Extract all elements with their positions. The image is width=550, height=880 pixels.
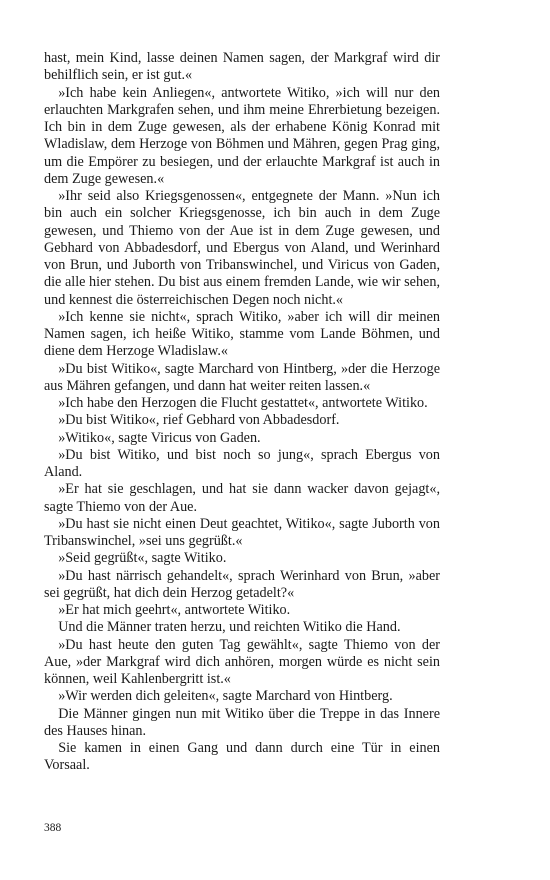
paragraph: »Wir werden dich geleiten«, sagte Marchard von Hintberg. (58, 688, 393, 705)
paragraph: »Er hat mich geehrt«, antwortete Witiko. (58, 602, 291, 618)
paragraph: »Du hast heute den guten Tag gewählt«, sagte Thiemo von der Aue, »der Markgraf wird dich anhören, morgen würde es nicht sein können, weil Kahlenbergritt ist.« (44, 636, 440, 687)
paragraph: hast, mein Kind, lasse deinen Namen sagen, der Markgraf wird dir behilflich sein, er ist gut.« (44, 50, 440, 84)
paragraph: »Du bist Witiko«, rief Gebhard von Abbadesdorf. (58, 412, 340, 429)
paragraph: »Du bist Witiko, und bist noch so jung«, sprach Ebergus von Aland. (44, 446, 440, 480)
paragraph: »Ich habe kein Anliegen«, antwortete Witiko, »ich will nur den erlauchten Markgrafen sehen, und ihm meine Ehrerbietung bezeigen. Ich bin in dem Zuge gewesen, als der erhabene König Konrad mit Wladislaw, dem Herzoge von Böhmen und Mähren, gegen Prag ging, um die Empörer zu besiegen, und der erlauchte Markgraf ist auch in dem Zuge gewesen.« (44, 84, 440, 187)
body-text (44, 50, 440, 775)
paragraph: »Witiko«, sagte Viricus von Gaden. (58, 429, 261, 446)
paragraph: »Ich kenne sie nicht«, sprach Witiko, »aber ich will dir meinen Namen sagen, ich heiße Witiko, stamme vom Lande Böhmen, und diene dem Herzoge Wladislaw.« (44, 308, 440, 360)
paragraph: »Er hat sie geschlagen, und hat sie dann wacker davon gejagt«, sagte Thiemo von der Aue. (44, 481, 440, 515)
page-number: 388 (44, 822, 62, 834)
paragraph: »Du hast sie nicht einen Deut geachtet, Witiko«, sagte Juborth von Tribanswinchel, »sei uns gegrüßt.« (44, 515, 440, 549)
paragraph: »Du bist Witiko«, sagte Marchard von Hintberg, »der die Herzoge aus Mähren gefangen, und dann hat weiter reiten lassen.« (44, 360, 440, 394)
paragraph: »Ich habe den Herzogen die Flucht gestattet«, antwortete Witiko. (58, 395, 428, 411)
paragraph: »Du hast närrisch gehandelt«, sprach Werinhard von Brun, »aber sei gegrüßt, hat dich dein Herzog getadelt?« (44, 567, 440, 601)
paragraph: Und die Männer traten herzu, und reichten Witiko die Hand. (58, 619, 401, 636)
paragraph: Sie kamen in einen Gang und dann durch eine Tür in einen Vorsaal. (44, 740, 440, 774)
paragraph: Die Männer gingen nun mit Witiko über die Treppe in das Innere des Hauses hinan. (44, 705, 440, 739)
paragraph: »Ihr seid also Kriegsgenossen«, entgegnete der Mann. »Nun ich bin auch ein solcher Kriegsgenosse, ich bin auch in dem Zuge gewesen, und Thiemo von der Aue ist in dem Zuge gewesen, und Gebhard von Abbadesdorf, und Ebergus von Aland, und Werinhard von Brun, und Juborth von Tribanswinchel, und Viricus von Gaden, die alle hier stehen. Du bist aus einem fremden Lande, wie wir sehen, und kennest die österreichischen Degen noch nicht.« (44, 188, 440, 308)
paragraph: »Seid gegrüßt«, sagte Witiko. (58, 550, 227, 567)
